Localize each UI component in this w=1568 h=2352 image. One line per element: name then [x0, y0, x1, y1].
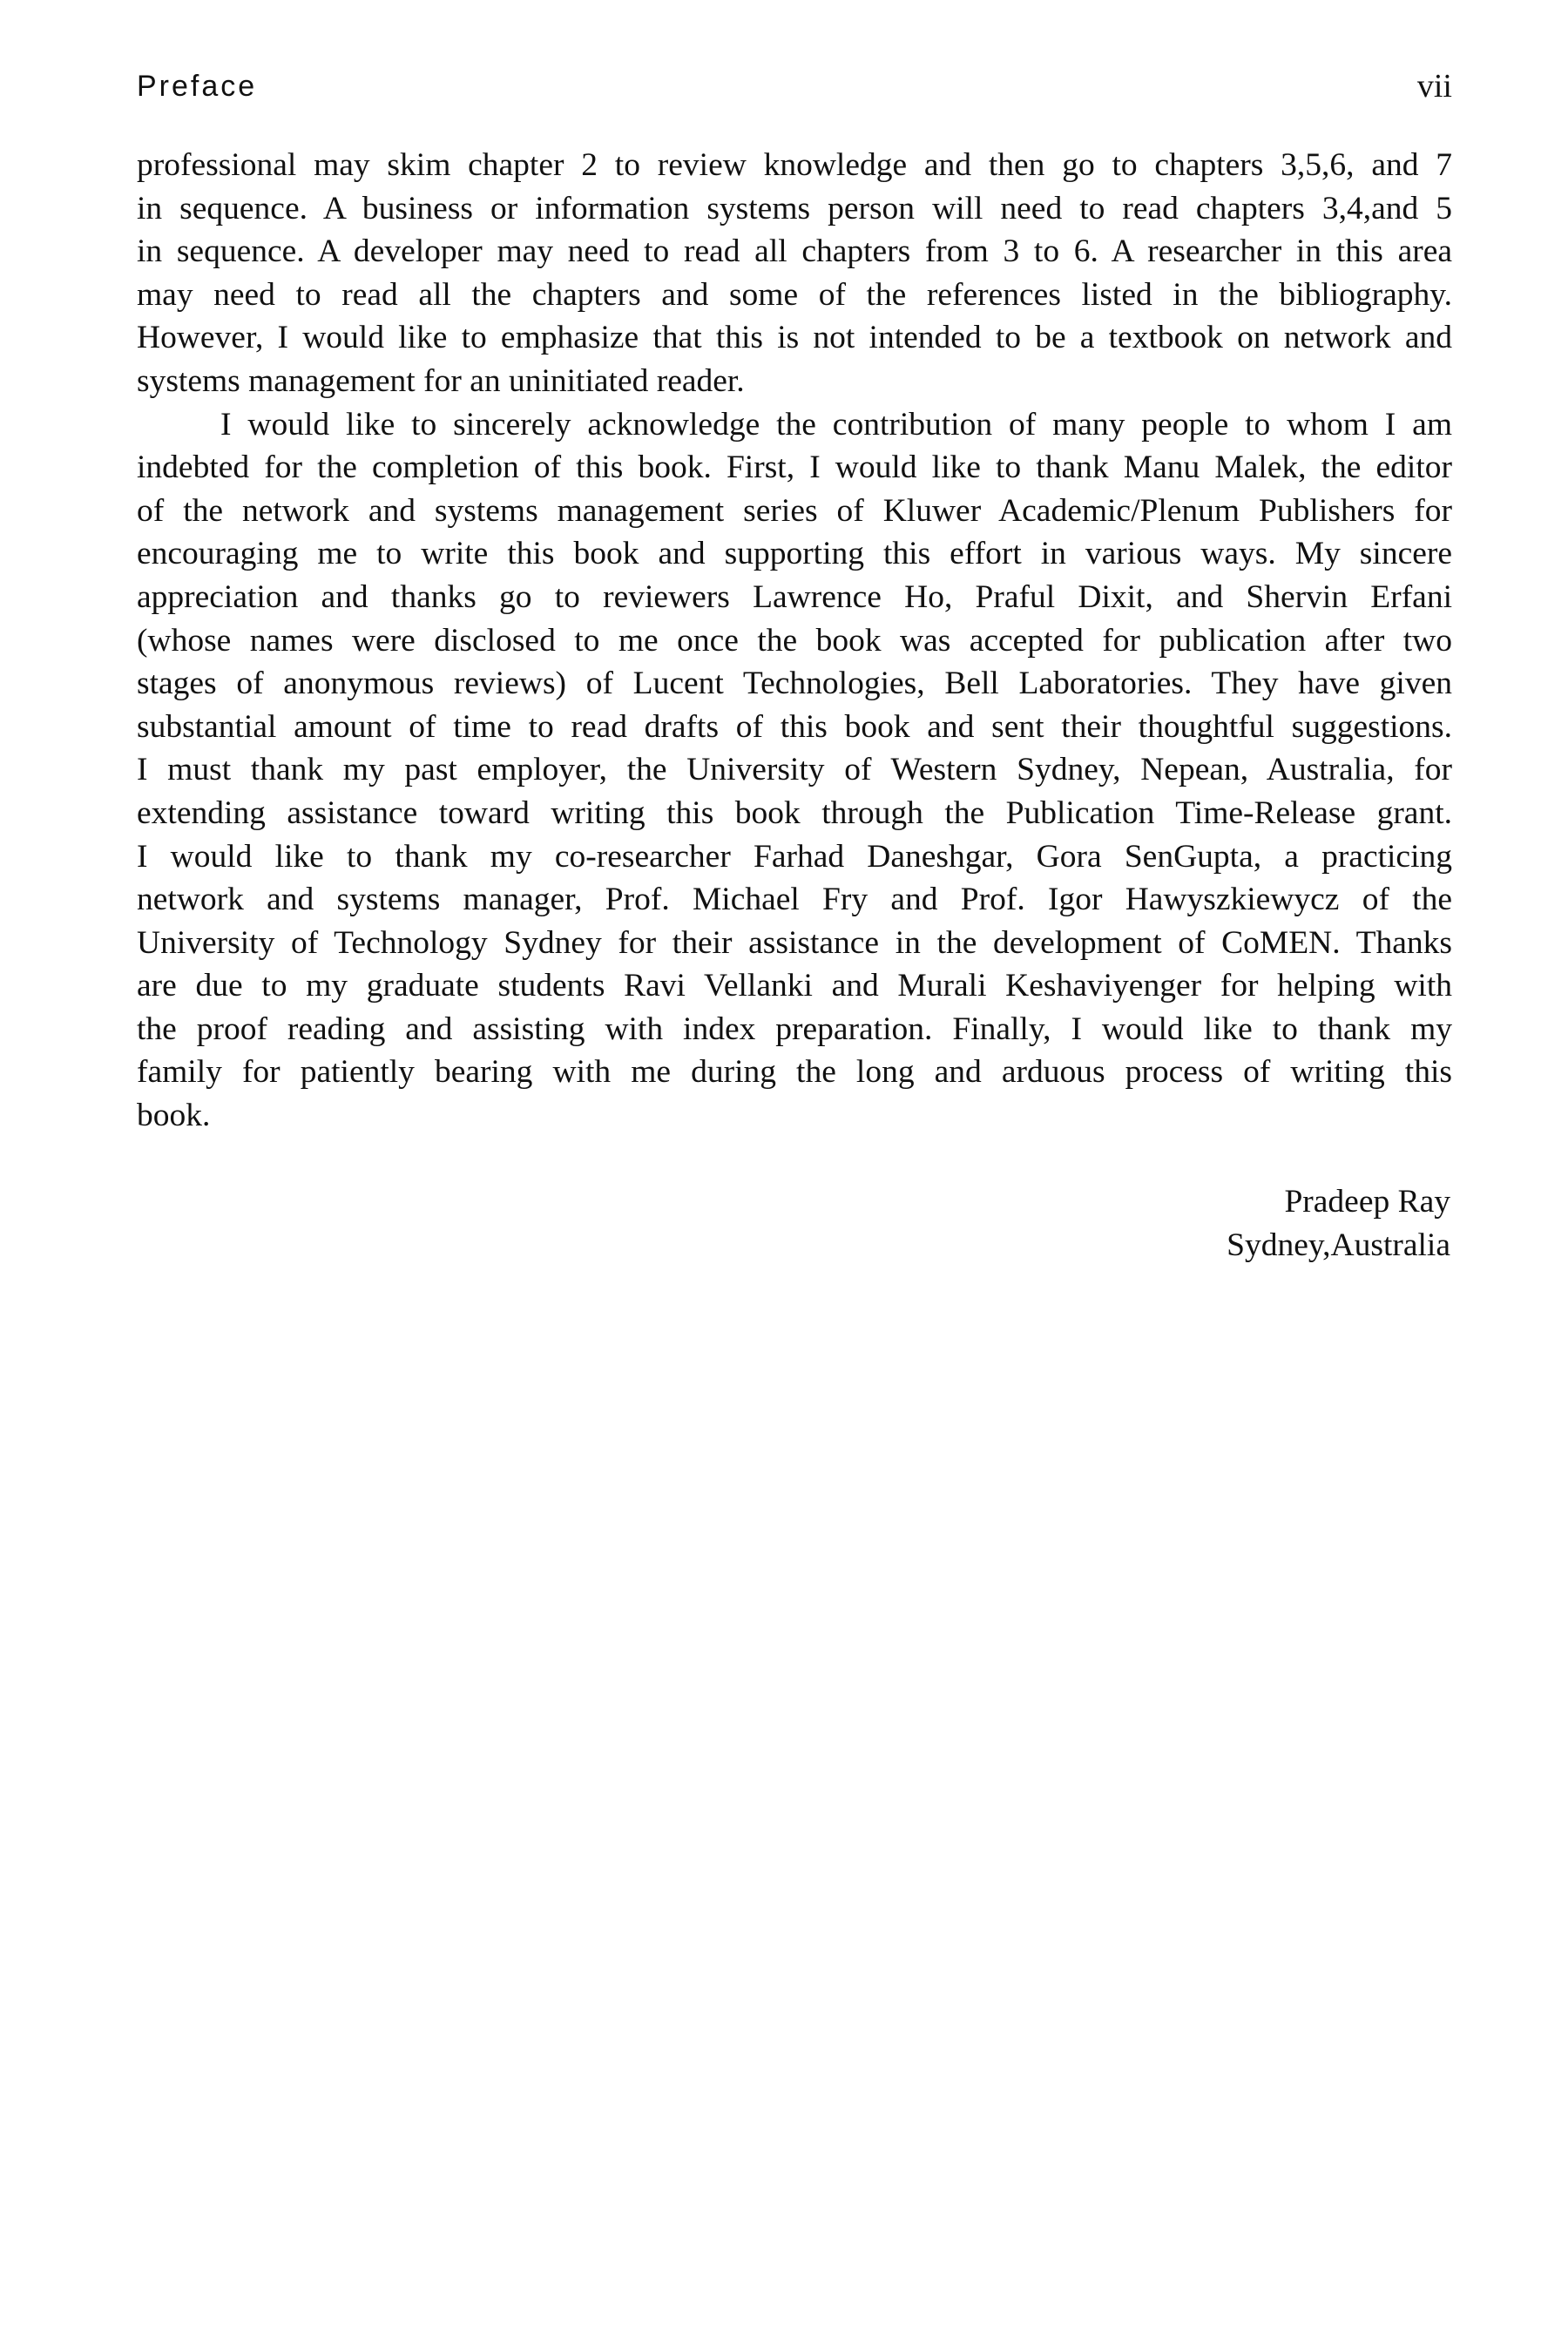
text-line: indebted for the completion of this book. First, I would like to thank Manu Malek, the editor	[137, 449, 1452, 486]
text-line: may need to read all the chapters and some of the references listed in the bibliography.	[137, 276, 1452, 313]
text-line: (whose names were disclosed to me once the book was accepted for publication after two	[137, 622, 1452, 659]
text-line: appreciation and thanks go to reviewers Lawrence Ho, Praful Dixit, and Shervin Erfani	[137, 578, 1452, 615]
paragraph-reading-guide	[137, 144, 1452, 403]
text-line: in sequence. A developer may need to read all chapters from 3 to 6. A researcher in this area	[137, 233, 1452, 270]
running-title: Preface	[137, 70, 258, 103]
text-line: family for patiently bearing with me during the long and arduous process of writing this	[137, 1054, 1452, 1091]
author-name: Pradeep Ray	[1284, 1184, 1450, 1220]
author-signature	[928, 1180, 1450, 1267]
text-line: systems management for an uninitiated reader.	[137, 362, 745, 399]
text-line: However, I would like to emphasize that this is not intended to be a textbook on network and	[137, 320, 1452, 356]
text-line: in sequence. A business or information systems person will need to read chapters 3,4,and 5	[137, 190, 1452, 226]
page-number: vii	[1416, 68, 1452, 105]
text-line: I would like to sincerely acknowledge the contribution of many people to whom I am	[220, 406, 1452, 443]
text-line: are due to my graduate students Ravi Vellanki and Murali Keshaviyenger for helping with	[137, 968, 1452, 1004]
text-line: of the network and systems management series of Kluwer Academic/Plenum Publishers for	[137, 492, 1452, 529]
text-line: extending assistance toward writing this book through the Publication Time-Release grant.	[137, 794, 1452, 831]
text-line: substantial amount of time to read drafts of this book and sent their thoughtful suggestions.	[137, 708, 1452, 745]
text-line: encouraging me to write this book and supporting this effort in various ways. My sincere	[137, 536, 1452, 572]
text-line: I must thank my past employer, the University of Western Sydney, Nepean, Australia, for	[137, 752, 1452, 788]
text-line: I would like to thank my co-researcher Farhad Daneshgar, Gora SenGupta, a practicing	[137, 838, 1452, 875]
text-line: the proof reading and assisting with index preparation. Finally, I would like to thank my	[137, 1010, 1452, 1047]
body-text	[137, 144, 1452, 1138]
paragraph-acknowledgements	[137, 403, 1452, 1138]
text-line: University of Technology Sydney for their assistance in the development of CoMEN. Thanks	[137, 924, 1452, 961]
text-line: professional may skim chapter 2 to review knowledge and then go to chapters 3,5,6, and 7	[137, 147, 1452, 183]
text-line: stages of anonymous reviews) of Lucent Technologies, Bell Laboratories. They have given	[137, 666, 1452, 702]
text-line: network and systems manager, Prof. Michael Fry and Prof. Igor Hawyszkiewycz of the	[137, 882, 1452, 918]
author-location: Sydney,Australia	[1227, 1227, 1450, 1263]
text-line: book.	[137, 1098, 211, 1134]
running-head	[137, 64, 1452, 108]
